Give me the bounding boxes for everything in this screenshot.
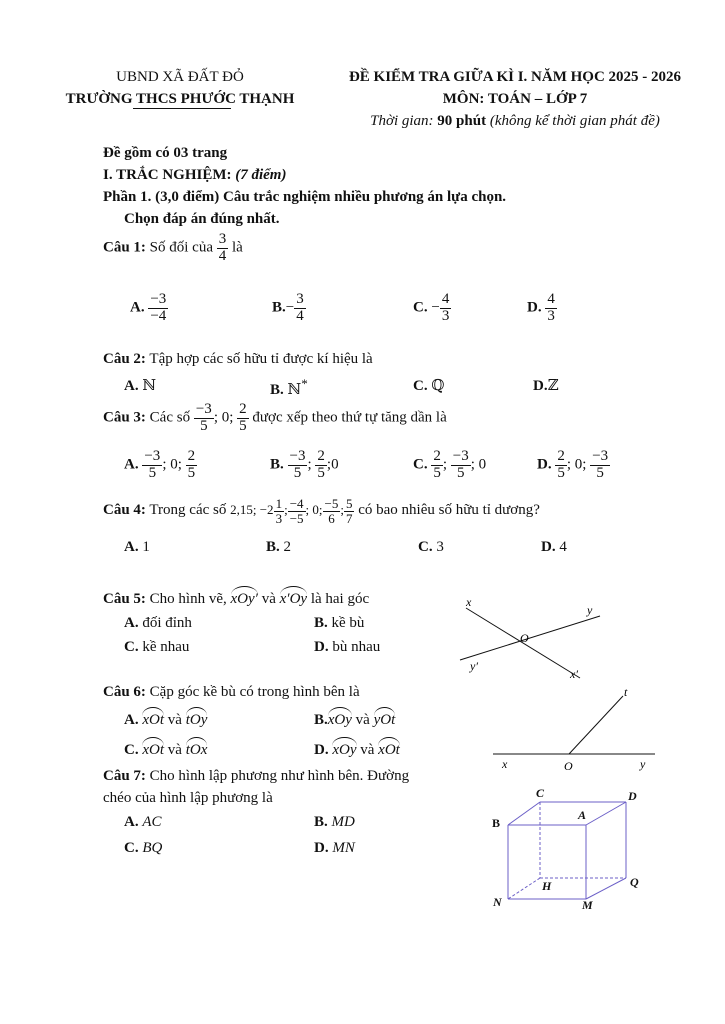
q5-option-c[interactable]: C. kề nhau	[124, 639, 190, 655]
q2-option-a[interactable]: A. ℕ	[124, 378, 157, 394]
part-instruction: Chọn đáp án đúng nhất.	[124, 211, 280, 227]
cube-label-n: N	[493, 895, 502, 909]
q5-figure	[450, 590, 620, 685]
q2-option-b[interactable]: B. ℕ*	[270, 376, 308, 398]
q1-option-b[interactable]: B.− $\frac{3}{4}$	[272, 291, 304, 324]
q7-option-c[interactable]: C. BQ	[124, 840, 163, 856]
q1-option-c[interactable]: C. − $\frac{4}{3}$	[413, 291, 450, 324]
question-2: Câu 2: Tập hợp các số hữu tỉ được kí hiệu là	[103, 351, 373, 367]
q2-option-d[interactable]: D.ℤ	[533, 378, 559, 394]
q3-option-a[interactable]: A. $\frac{-3}{5}$ ; 0; $\frac{2}{5}$	[124, 448, 196, 481]
q7-cube-figure	[488, 782, 648, 912]
cube-label-a: A	[578, 808, 587, 822]
page-count: Đề gồm có 03 trang	[103, 145, 228, 161]
question-7: Câu 7: Cho hình lập phương như hình bên. Đường	[103, 768, 410, 784]
cube-label-m: M	[582, 898, 593, 912]
question-5: Câu 5: Cho hình vẽ, xOy′ và x′Oy là hai góc	[103, 591, 370, 607]
q5-label-yp: y′	[470, 659, 478, 673]
exam-title: ĐỀ KIỂM TRA GIỮA KÌ I. NĂM HỌC 2025 - 2026	[348, 69, 682, 85]
q7-option-d[interactable]: D. MN	[314, 840, 355, 856]
q7-option-a[interactable]: A. AC	[124, 814, 162, 830]
cube-label-b: B	[492, 816, 501, 830]
school-name: TRƯỜNG THCS PHƯỚC THẠNH	[65, 91, 295, 107]
q2-option-c[interactable]: C. ℚ	[413, 378, 445, 394]
school-name-underline	[133, 108, 231, 109]
school-authority: UBND XÃ ĐẤT ĐỎ	[116, 69, 244, 85]
exam-subject: MÔN: TOÁN – LỚP 7	[442, 91, 588, 107]
q4-option-b[interactable]: B. 2	[266, 539, 292, 555]
q4-option-c[interactable]: C. 3	[418, 539, 444, 555]
exam-time: Thời gian: 90 phút (không kể thời gian phát đề)	[370, 113, 660, 129]
q5-option-b[interactable]: B. kề bù	[314, 615, 365, 631]
q5-option-d[interactable]: D. bù nhau	[314, 639, 381, 655]
q6-label-x: x	[502, 757, 508, 771]
q5-option-a[interactable]: A. đối đỉnh	[124, 615, 192, 631]
q1-fraction: $\frac{3}{4}$	[218, 231, 227, 264]
part-title: Phần 1. (3,0 điểm) Câu trắc nghiệm nhiều phương án lựa chọn.	[103, 189, 507, 205]
section-title: I. TRẮC NGHIỆM: (7 điểm)	[103, 167, 287, 183]
q5-label-o: O	[520, 631, 529, 645]
q3-option-c[interactable]: C. $\frac{2}{5}$ ; $\frac{-3}{5}$ ; 0	[413, 448, 487, 481]
question-4: Câu 4: Trong các số 2,15; −2 $\frac{1}{3}$ ; $\frac{-4}{-5}$ ; 0; $\frac{-5}{6}$ ; $\frac{5}{7}$ có bao nhiêu số hữu tỉ dương?	[103, 496, 540, 526]
question-6: Câu 6: Cặp góc kề bù có trong hình bên là	[103, 684, 360, 700]
q6-figure	[490, 684, 660, 774]
question-1: Câu 1: Số đối của $\frac{3}{4}$ là	[103, 231, 243, 264]
q5-label-xp: x′	[570, 667, 578, 681]
q7-option-b[interactable]: B. MD	[314, 814, 355, 830]
cube-label-d: D	[628, 789, 637, 803]
cube-label-q: Q	[630, 875, 639, 889]
question-3: Câu 3: Các số $\frac{-3}{5}$ ; 0; $\frac{2}{5}$ được xếp theo thứ tự tăng dần là	[103, 401, 447, 434]
q6-label-y: y	[640, 757, 646, 771]
q6-label-t: t	[624, 685, 628, 699]
q1-option-a[interactable]: A. $\frac{-3}{-4}$	[130, 291, 167, 324]
q4-option-a[interactable]: A. 1	[124, 539, 150, 555]
question-7-cont: chéo của hình lập phương là	[103, 790, 273, 806]
q1-option-d[interactable]: D. $\frac{4}{3}$	[527, 291, 555, 324]
q5-label-x: x	[466, 595, 472, 609]
q6-option-b[interactable]: B.xOy và yOt	[314, 712, 396, 728]
q6-option-c[interactable]: C. xOt và tOx	[124, 742, 208, 758]
q3-option-b[interactable]: B. $\frac{-3}{5}$ ; $\frac{2}{5}$ ;0	[270, 448, 339, 481]
q6-option-d[interactable]: D. xOy và xOt	[314, 742, 400, 758]
q6-option-a[interactable]: A. xOt và tOy	[124, 712, 208, 728]
cube-label-c: C	[536, 786, 545, 800]
q6-label-o: O	[564, 759, 573, 773]
q4-option-d[interactable]: D. 4	[541, 539, 567, 555]
q5-label-y: y	[587, 603, 593, 617]
cube-label-h: H	[542, 879, 552, 893]
q3-option-d[interactable]: D. $\frac{2}{5}$ ; 0; $\frac{-3}{5}$	[537, 448, 609, 481]
